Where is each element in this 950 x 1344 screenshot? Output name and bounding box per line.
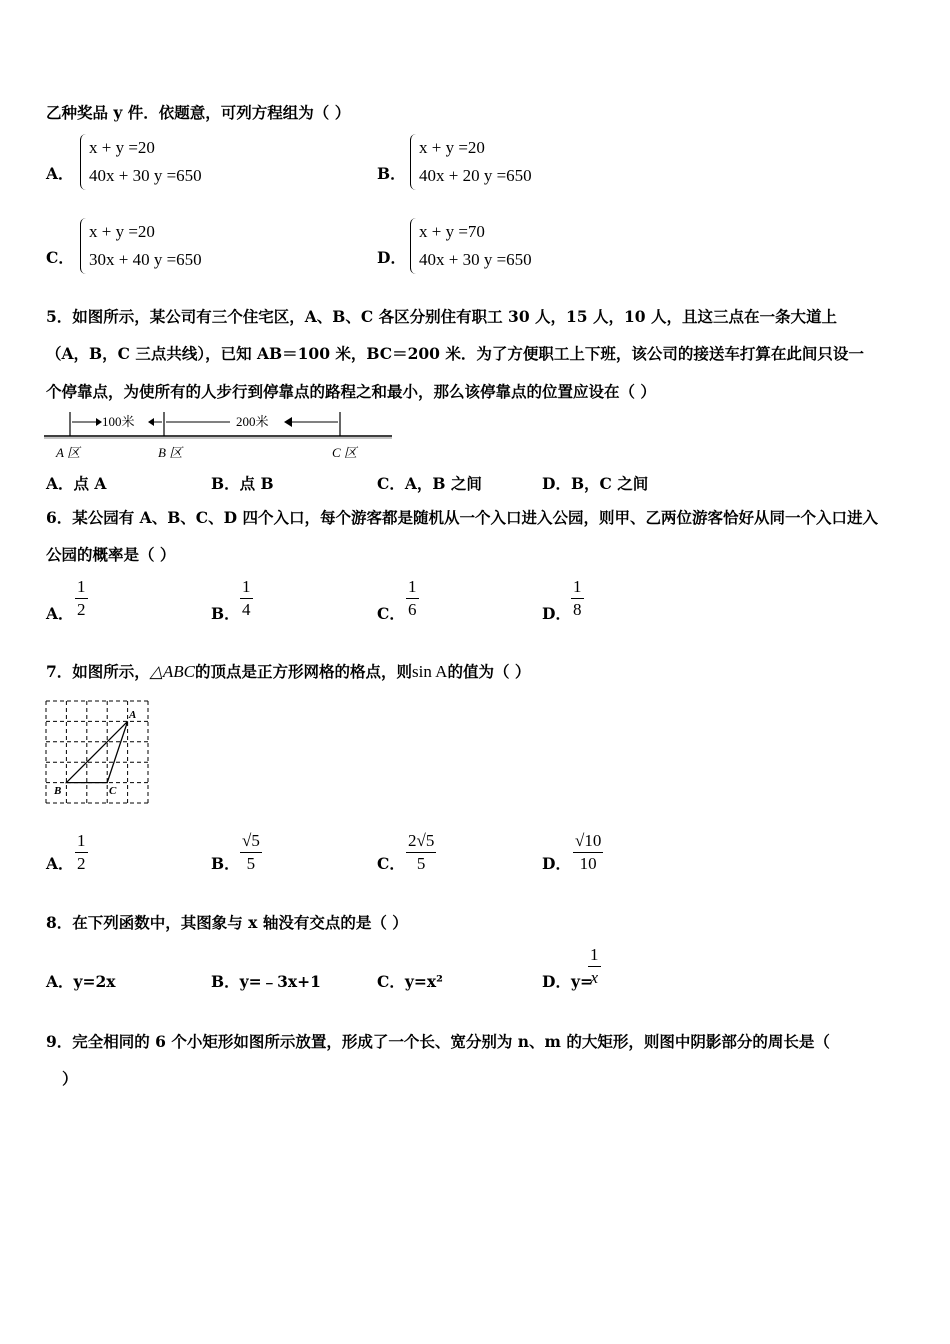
q4-option-b-system [410,134,532,190]
q6-option-c-label: C． [377,604,405,623]
q4-option-a-label: A． [46,164,74,183]
q4-option-d-system [410,218,532,274]
q6-option-b-label: B． [211,604,240,623]
q4-option-c-eq1: x + y =20 [89,222,155,241]
q5-line2: （A，B，C 三点共线），已知 AB＝100 米，BC＝200 米．为了方便职工上下班，该公司的接送车打算在此间只设一 [46,344,864,363]
q8-line: 8．在下列函数中，其图象与 x 轴没有交点的是（ ） [46,913,408,932]
q7-triangle: △ABC [149,662,195,681]
q5-zone-b-label: B 区 [158,445,183,460]
q6-option-d-den: 8 [573,600,582,619]
q6-line2: 公园的概率是（ ） [46,545,176,564]
q8-option-d-label: D．y= [542,972,593,991]
q5-option-a: A．点 A [46,474,107,493]
q7-suffix: 的值为（ ） [447,662,531,681]
q8-option-c: C．y=x² [377,972,443,991]
q4-option-a-eq2: 40x + 30 y =650 [89,166,202,185]
q4-option-d-eq1: x + y =70 [419,222,485,241]
q7-option-c-den: 5 [416,854,426,873]
q4-option-b-label: B． [377,164,406,183]
q6-line1: 6．某公园有 A、B、C、D 四个入口，每个游客都是随机从一个入口进入公园，则甲、乙两位游客恰好从同一个入口进入 [46,508,878,527]
q7-option-d-num: √10 [573,830,603,853]
q8-option-d-den: x [590,968,599,987]
q6-option-b-den: 4 [242,600,251,619]
q7-option-c-num: 2√5 [406,830,436,853]
q4-option-d-label: D． [377,248,406,267]
q4-option-c-label: C． [46,248,74,267]
q7-grid-figure [44,699,152,807]
q4-option-b-eq2: 40x + 20 y =650 [419,166,532,185]
q7-option-a-num: 1 [75,830,88,853]
q7-middle: 的顶点是正方形网格的格点，则 [194,662,412,681]
q9-line2: ） [62,1069,78,1088]
q6-option-d-label: D． [542,604,571,623]
q7-triangle-shape [66,721,127,782]
q7-option-d-label: D． [542,854,571,873]
q7-option-c-label: C． [377,854,405,873]
q4-option-d-eq2: 40x + 30 y =650 [419,250,532,269]
q4-intro: 乙种奖品 y 件．依题意，可列方程组为（ ） [46,103,351,122]
q5-line3: 个停靠点，为使所有的人步行到停靠点的路程之和最小，那么该停靠点的位置应设在（ ） [46,382,656,401]
q7-option-b-den: 5 [246,854,256,873]
q7-line [46,660,530,682]
q6-option-d-num: 1 [571,576,584,599]
q7-prefix: 7．如图所示， [46,662,150,681]
q6-option-b-fraction [240,576,253,621]
q6-option-b-num: 1 [240,576,253,599]
q8-option-a: A．y=2x [46,972,116,991]
q5-line1: 5．如图所示，某公司有三个住宅区，A、B、C 各区分别住有职工 30 人，15 人，10 人，且这三点在一条大道上 [46,307,837,326]
q6-option-a-label: A． [46,604,74,623]
q7-vertex-b: B [54,785,62,797]
q5-option-b: B．点 B [211,474,274,493]
q6-option-a-den: 2 [77,600,86,619]
q7-option-b-label: B． [211,854,240,873]
q5-zone-a-label: A 区 [56,445,80,460]
q4-option-a-system [80,134,202,190]
q7-option-b-fraction [240,830,262,875]
q5-option-d: D．B，C 之间 [542,474,649,493]
q5-zone-c-label: C 区 [332,445,357,460]
q7-option-d-den: 10 [579,854,597,873]
q4-option-a-eq1: x + y =20 [89,138,155,157]
q4-option-b-eq1: x + y =20 [419,138,485,157]
q4-option-c-system [80,218,202,274]
q8-option-d-num: 1 [588,944,601,967]
q6-option-c-fraction [406,576,419,621]
q5-dist1-label: 100米 [102,414,135,429]
q7-option-c-fraction [406,830,436,875]
q8-option-b: B．y=﹣3x+1 [211,972,321,991]
q6-option-c-den: 6 [408,600,417,619]
q7-sin-a: sin A [412,662,448,681]
q6-option-d-fraction [571,576,584,621]
q5-dist2-label: 200米 [236,414,269,429]
q5-road-figure [44,406,394,464]
q7-option-a-fraction [75,830,88,875]
q7-option-d-fraction [573,830,603,875]
q5-option-c: C．A，B 之间 [377,474,482,493]
q7-vertex-c: C [109,785,117,797]
q4-option-c-eq2: 30x + 40 y =650 [89,250,202,269]
q8-option-d-fraction [588,944,601,989]
q6-option-a-num: 1 [75,576,88,599]
q7-option-b-num: √5 [240,830,262,853]
q6-option-a-fraction [75,576,88,621]
q7-option-a-den: 2 [77,854,86,873]
q7-vertex-a: A [129,709,137,721]
q6-option-c-num: 1 [406,576,419,599]
q9-line1: 9．完全相同的 6 个小矩形如图所示放置，形成了一个长、宽分别为 n、m 的大矩形，则图中阴影部分的周长是（ [46,1032,830,1051]
q7-option-a-label: A． [46,854,74,873]
